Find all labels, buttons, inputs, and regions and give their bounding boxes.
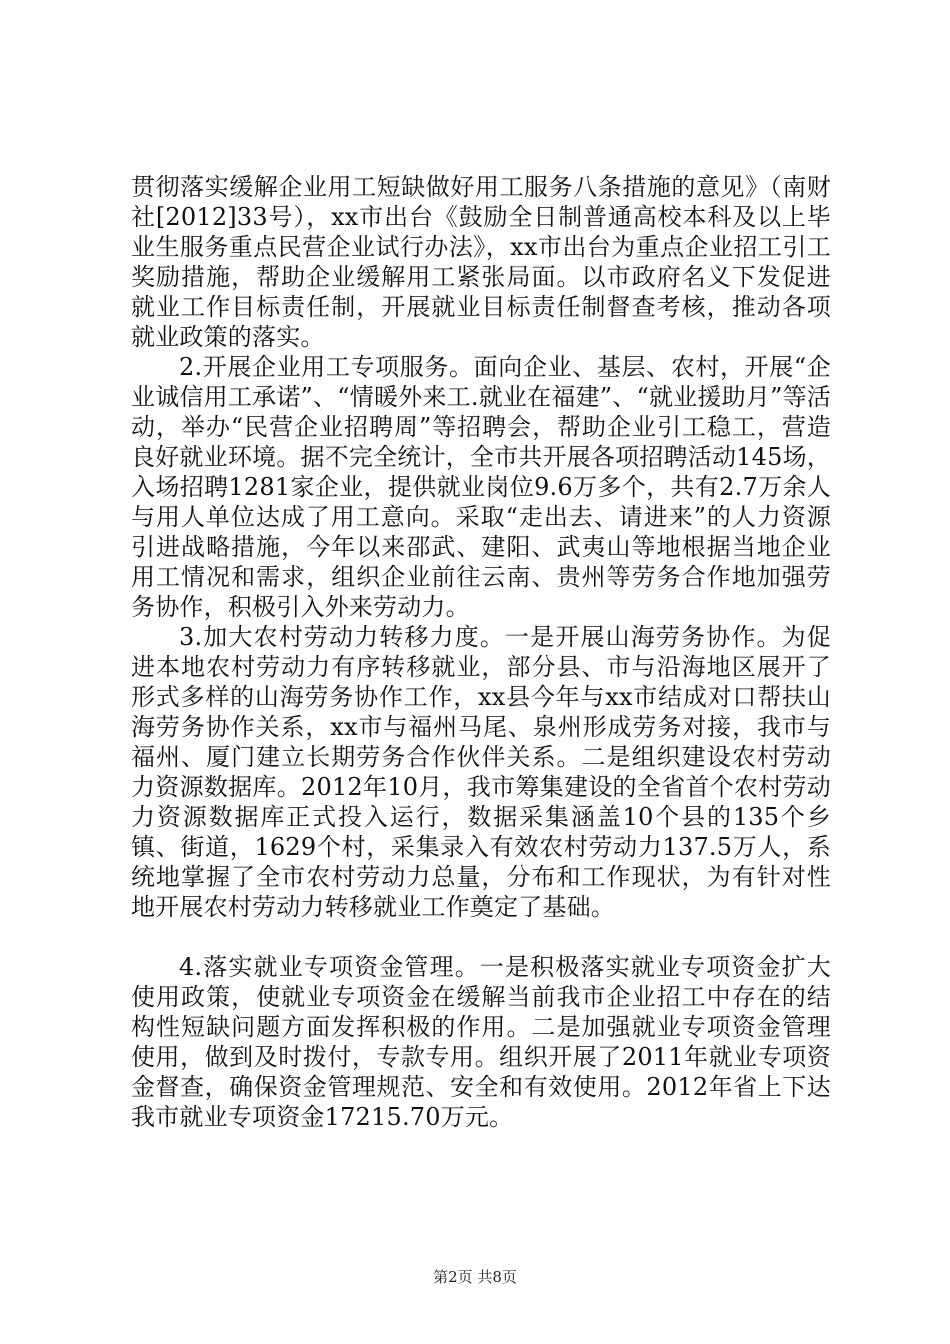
paragraph-rural-labor-transfer: 3.加大农村劳动力转移力度。一是开展山海劳务协作。为促进本地农村劳动力有序转移就业，部分县、市与沿海地区展开了形式多样的山海劳务协作工作，xx县今年与xx市结成对口帮扶山海劳务协作关系，xx市与福州马尾、泉州形成劳务对接，我市与福州、厦门建立长期劳务合作伙伴关系。二是组织建设农村劳动力资源数据库。2012年10月，我市筹集建设的全省首个农村劳动力资源数据库正式投入运行，数据采集涵盖10个县的135个乡镇、街道，1629个村，采集录入有效农村劳动力137.5万人，系统地掌握了全市农村劳动力总量，分布和工作现状，为有针对性地开展农村劳动力转移就业工作奠定了基础。 bbox=[131, 623, 831, 921]
paragraph-enterprise-employment-service: 2.开展企业用工专项服务。面向企业、基层、农村，开展“企业诚信用工承诺”、“情暖外来工.就业在福建”、“就业援助月”等活动，举办“民营企业招聘周”等招聘会，帮助企业引工稳工，营造良好就业环境。据不完全统计，全市共开展各项招聘活动145场，入场招聘1281家企业，提供就业岗位9.6万多个，共有2.7万余人与用人单位达成了用工意向。采取“走出去、请进来”的人力资源引进战略措施，今年以来邵武、建阳、武夷山等地根据当地企业用工情况和需求，组织企业前往云南、贵州等劳务合作地加强劳务协作，积极引入外来劳动力。 bbox=[131, 353, 831, 621]
paragraph-policy-continuation: 贯彻落实缓解企业用工短缺做好用工服务八条措施的意见》（南财社[2012]33号），xx市出台《鼓励全日制普通高校本科及以上毕业生服务重点民营企业试行办法》，xx市出台为重点企业招工引工奖励措施，帮助企业缓解用工紧张局面。以市政府名义下发促进就业工作目标责任制，开展就业目标责任制督查考核，推动各项就业政策的落实。 bbox=[131, 173, 831, 351]
page-footer bbox=[0, 1267, 950, 1287]
page-number-label: 第2页 共8页 bbox=[433, 1268, 517, 1286]
document-body bbox=[131, 172, 831, 1132]
paragraph-employment-fund-management: 4.落实就业专项资金管理。一是积极落实就业专项资金扩大使用政策，使就业专项资金在缓解当前我市企业招工中存在的结构性短缺问题方面发挥积极的作用。二是加强就业专项资金管理使用，做到及时拨付，专款专用。组织开展了2011年就业专项资金督查，确保资金管理规范、安全和有效使用。2012年省上下达我市就业专项资金17215.70万元。 bbox=[131, 953, 831, 1131]
